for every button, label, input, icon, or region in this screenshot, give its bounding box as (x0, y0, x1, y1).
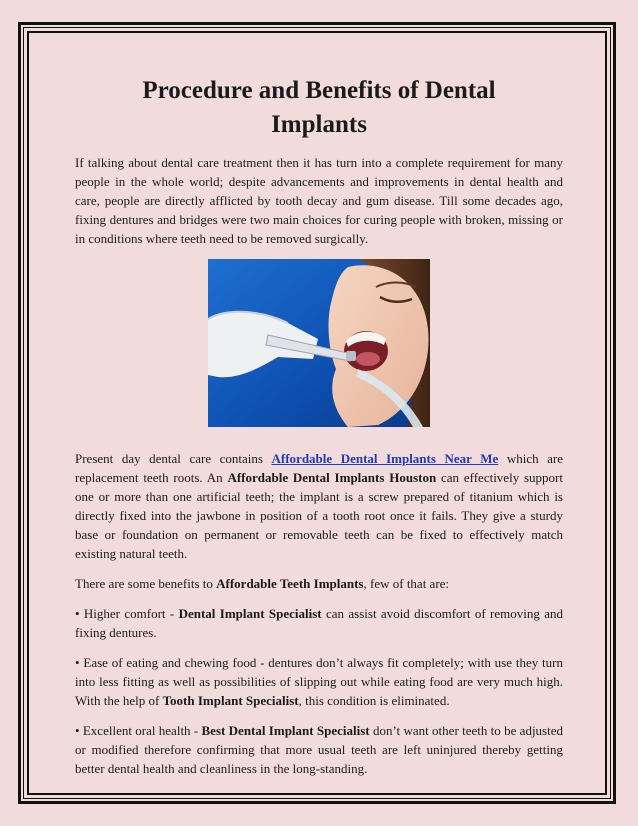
benefits-intro-paragraph (75, 574, 563, 593)
document-body (75, 74, 563, 789)
para3-bold: Affordable Teeth Implants (216, 576, 364, 591)
affordable-implants-link[interactable]: Affordable Dental Implants Near Me (271, 451, 499, 466)
para2-text-1: Present day dental care contains (75, 451, 272, 466)
benefit-comfort (75, 604, 563, 642)
para3-text-2: , few of that are: (363, 576, 450, 591)
page-title: Procedure and Benefits of Dental Implants (142, 77, 496, 138)
benefit-eating (75, 653, 563, 710)
bullet2-text-1: • Ease of eating and chewing food - dentures don’t always fit completely; with use they turn into less fitting as well as possibilities of slipping out while eating food are very much high. With the help of (75, 655, 563, 708)
bullet3-bold: Best Dental Implant Specialist (201, 723, 370, 738)
para2-bold-houston: Affordable Dental Implants Houston (227, 470, 437, 485)
bullet1-bold: Dental Implant Specialist (178, 606, 322, 621)
bullet3-text-1: • Excellent oral health - (75, 723, 202, 738)
bullet3-text-2: don’t want other teeth to be adjusted or modified therefore confirming that more usual teeth are left uninjured thereby getting better dental health and cleanliness in the long-standing. (75, 723, 563, 776)
bullet2-text-2: , this condition is eliminated. (298, 693, 450, 708)
bullet1-text-1: • Higher comfort - (75, 606, 179, 621)
benefit-oral-health (75, 721, 563, 778)
intro-paragraph: If talking about dental care treatment then it has turn into a complete requirement for many people in the whole world; despite advancements and improvements in dental health and care, people are directly afflicted by tooth decay and gum disease. Till some decades ago, fixing dentures and bridges were two main choices for curing people with broken, missing or in conditions where teeth need to be removed surgically. (75, 155, 563, 246)
bullet1-text-2: can assist avoid discomfort of removing and fixing dentures. (75, 606, 563, 640)
dental-treatment-photo (208, 259, 430, 427)
bullet2-bold: Tooth Implant Specialist (162, 693, 299, 708)
para3-text-1: There are some benefits to (75, 576, 217, 591)
implant-description-paragraph (75, 449, 563, 563)
para2-text-2: which are replacement teeth roots. An (75, 451, 563, 485)
para2-text-3: can effectively support one or more than one artificial teeth; the implant is a screw prepared of titanium which is directly fixed into the jawbone in position of a tooth root once it fails. They give a sturdy base or foundation on permanent or removable teeth can be fixed to effectively match existing natural teeth. (75, 470, 563, 561)
